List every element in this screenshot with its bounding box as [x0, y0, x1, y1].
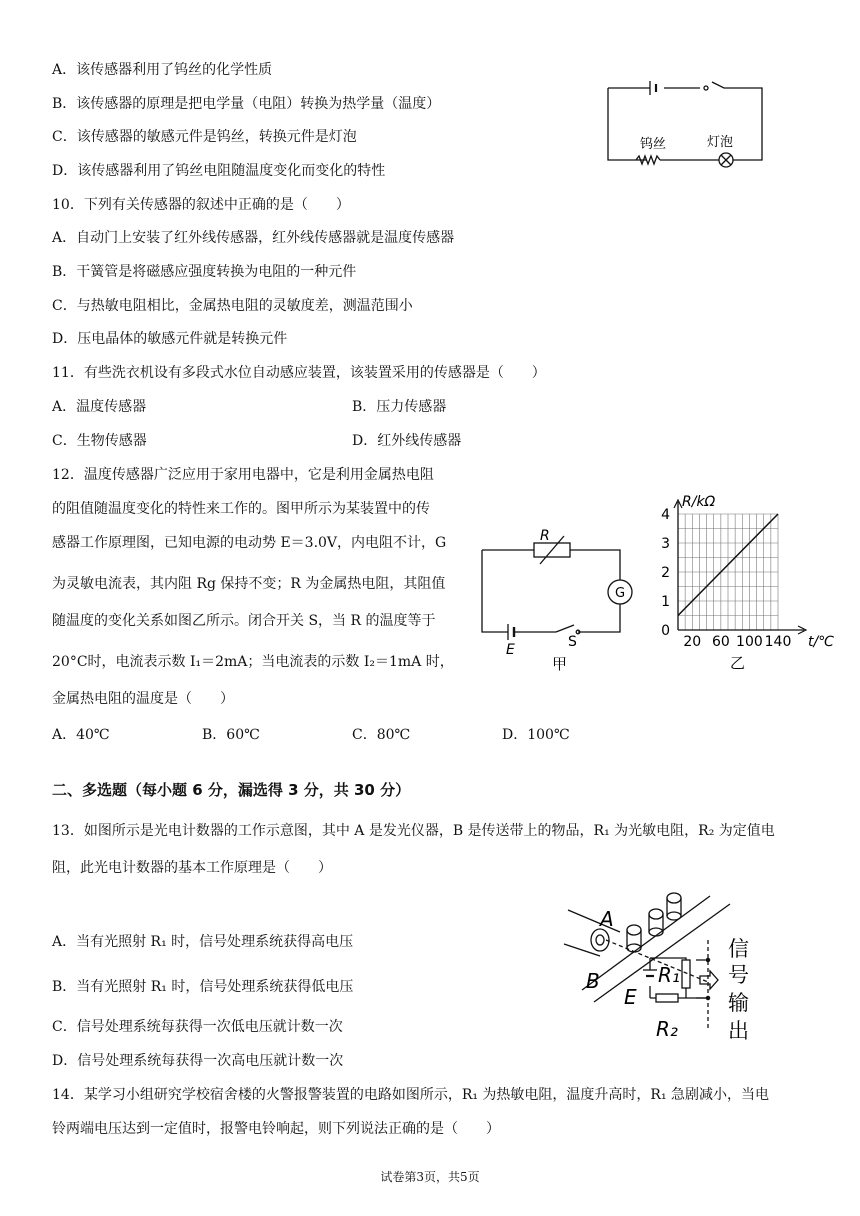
- q12-line-3: 感器工作原理图，已知电源的电动势 E＝3.0V，内电阻不计，G: [52, 535, 447, 551]
- fig13-out-1: 信: [728, 937, 749, 961]
- q12-line-6: 20°C时，电流表示数 I₁＝2mA；当电流表的示数 I₂＝1mA 时，: [52, 654, 454, 670]
- jia-caption: 甲: [552, 655, 568, 673]
- q12-line-4: 为灵敏电流表，其内阻 Rg 保持不变；R 为金属热电阻，其阻值: [52, 576, 446, 592]
- q11-option-c: C．生物传感器: [52, 433, 147, 449]
- q9-option-c: C．该传感器的敏感元件是钨丝，转换元件是灯泡: [52, 129, 357, 145]
- fig13-out-4: 出: [728, 1019, 749, 1043]
- q13-photo-counter-figure: [560, 890, 790, 1050]
- jia-label-g: G: [615, 586, 626, 601]
- chart-y-tick-label: 2: [661, 565, 670, 581]
- q9-label-bulb: 灯泡: [707, 135, 734, 150]
- q12-option-b: B．60℃: [202, 727, 260, 743]
- q10-option-a: A．自动门上安装了红外线传感器，红外线传感器就是温度传感器: [52, 230, 455, 246]
- chart-x-tick-label: 60: [711, 634, 730, 650]
- q10-stem: 10．下列有关传感器的叙述中正确的是（ ）: [52, 197, 350, 213]
- jia-label-s: S: [568, 634, 577, 650]
- chart-y-tick-label: 0: [661, 623, 670, 639]
- fig13-label-r2: R₂: [656, 1017, 678, 1041]
- fig13-label-r1: R₁: [658, 963, 680, 987]
- chart-x-tick-label: 20: [683, 634, 702, 650]
- chart-x-axis-label: t/℃: [808, 634, 834, 650]
- chart-y-tick-label: 1: [661, 594, 670, 610]
- chart-y-axis-label: R/kΩ: [682, 494, 716, 510]
- q10-option-c: C．与热敏电阻相比，金属热电阻的灵敏度差，测温范围小: [52, 298, 413, 314]
- q12-option-a: A．40℃: [52, 727, 110, 743]
- fig13-out-3: 输: [728, 991, 749, 1015]
- fig13-label-a: A: [600, 907, 614, 931]
- fig13-out-2: 号: [728, 963, 749, 987]
- chart-y-tick-label: 3: [661, 536, 670, 552]
- q9-label-wire: 钨丝: [640, 137, 667, 152]
- q12-option-d: D．100℃: [502, 727, 570, 743]
- q9-option-b: B．该传感器的原理是把电学量（电阻）转换为热学量（温度）: [52, 96, 441, 112]
- r2-icon: [656, 994, 678, 1002]
- jia-label-r: R: [540, 528, 550, 544]
- output-arrow-icon: [700, 971, 718, 989]
- yi-caption: 乙: [730, 654, 746, 672]
- fig13-label-e: E: [624, 985, 637, 1009]
- section-2-title: 二、多选题（每小题 6 分，漏选得 3 分，共 30 分）: [52, 781, 411, 799]
- q12-line-2: 的阻值随温度变化的特性来工作的。图甲所示为某装置中的传: [52, 501, 430, 517]
- q9-option-d: D．该传感器利用了钨丝电阻随温度变化而变化的特性: [52, 163, 386, 179]
- chart-x-tick-label: 100: [736, 634, 763, 650]
- jia-label-e: E: [506, 642, 515, 658]
- r1-icon: [682, 960, 690, 988]
- q14-line-2: 铃两端电压达到一定值时，报警电铃响起，则下列说法正确的是（ ）: [52, 1121, 500, 1137]
- fig13-label-b: B: [586, 969, 600, 993]
- q9-circuit-figure: [600, 78, 770, 170]
- page-footer: 试卷第3页，共5页: [380, 1170, 480, 1184]
- q12-line-5: 随温度的变化关系如图乙所示。闭合开关 S，当 R 的温度等于: [52, 613, 436, 629]
- q11-option-b: B．压力传感器: [352, 399, 447, 415]
- chart-x-tick-label: 140: [764, 634, 792, 650]
- q10-option-b: B．干簧管是将磁感应强度转换为电阻的一种元件: [52, 264, 357, 280]
- q9-option-a: A．该传感器利用了钨丝的化学性质: [52, 62, 273, 78]
- q12-circuit-jia: [474, 526, 634, 674]
- q14-line-1: 14．某学习小组研究学校宿舍楼的火警报警装置的电路如图所示，R₁ 为热敏电阻，温度升高时，R₁ 急剧减小，当电: [52, 1087, 770, 1103]
- q10-option-d: D．压电晶体的敏感元件就是转换元件: [52, 331, 288, 347]
- switch-icon: [556, 625, 574, 632]
- q11-option-a: A．温度传感器: [52, 399, 147, 415]
- q11-option-d: D．红外线传感器: [352, 433, 462, 449]
- q13-line-2: 阻，此光电计数器的基本工作原理是（ ）: [52, 860, 332, 876]
- q11-stem: 11．有些洗衣机设有多段式水位自动感应装置，该装置采用的传感器是（ ）: [52, 365, 546, 381]
- q13-line-1: 13．如图所示是光电计数器的工作示意图，其中 A 是发光仪器，B 是传送带上的物品，R₁ 为光敏电阻，R₂ 为定值电: [52, 823, 775, 839]
- q12-line-7: 金属热电阻的温度是（ ）: [52, 691, 234, 707]
- q12-chart-yi: [658, 492, 848, 672]
- q13-option-a: A．当有光照射 R₁ 时，信号处理系统获得高电压: [52, 934, 354, 950]
- q12-option-c: C．80℃: [352, 727, 411, 743]
- q12-line-1: 12．温度传感器广泛应用于家用电器中，它是利用金属热电阻: [52, 467, 434, 483]
- q13-option-d: D．信号处理系统每获得一次高电压就计数一次: [52, 1053, 344, 1069]
- q13-option-b: B．当有光照射 R₁ 时，信号处理系统获得低电压: [52, 979, 354, 995]
- chart-y-tick-label: 4: [661, 507, 670, 523]
- q13-option-c: C．信号处理系统每获得一次低电压就计数一次: [52, 1019, 343, 1035]
